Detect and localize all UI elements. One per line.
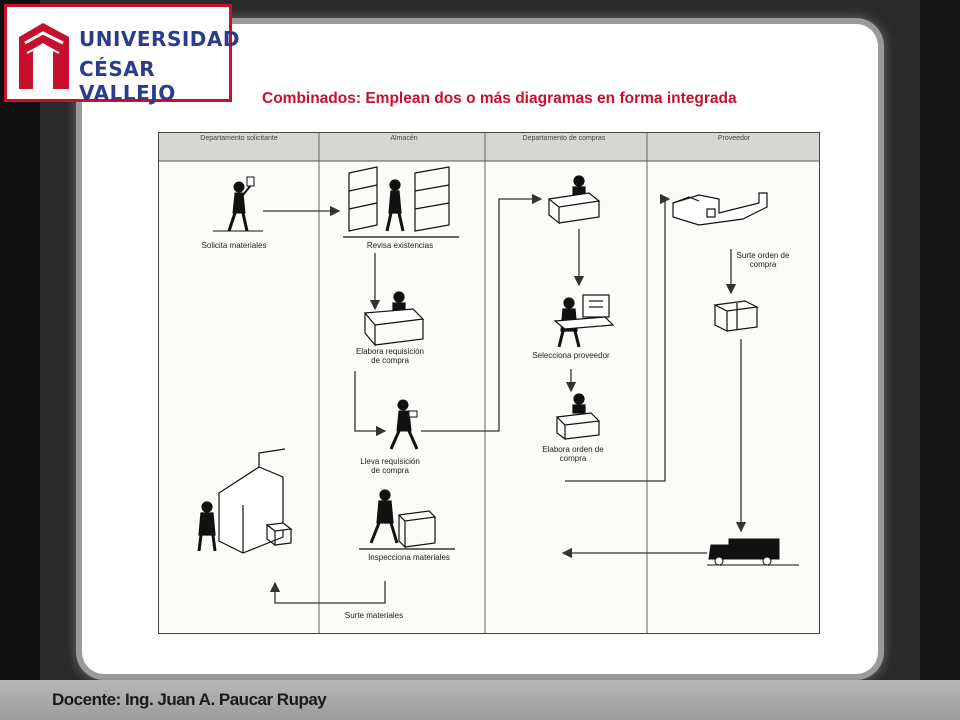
person-request-icon <box>213 177 263 231</box>
lane-header-solicitante: Departamento solicitante <box>200 135 278 142</box>
slide-title: Combinados: Emplean dos o más diagramas en forma integrada <box>262 90 737 107</box>
order-desk-icon <box>557 394 599 439</box>
caption-orden-compra: Elabora orden de compra <box>542 445 604 463</box>
desk-clerk-icon <box>365 292 423 345</box>
purchasing-desk-icon <box>549 176 599 223</box>
computer-clerk-icon <box>555 295 613 347</box>
lane-header-proveedor: Proveedor <box>717 135 751 142</box>
caption-inspecciona: Inspecciona materiales <box>368 553 450 562</box>
logo-line-1: UNIVERSIDAD <box>79 27 240 51</box>
production-machine-icon <box>199 449 291 553</box>
caption-solicita: Solicita materiales <box>201 241 267 250</box>
caption-lleva-requisicion: Lleva requisición de compra <box>360 457 420 475</box>
caption-elabora-requisicion: Elabora requisición de compra <box>355 347 425 365</box>
footer-bar <box>0 680 960 720</box>
person-carrying-icon <box>391 400 417 449</box>
diagram-graphics <box>159 133 819 633</box>
flow-arrows <box>263 199 741 603</box>
inspection-boxes-icon <box>359 490 455 549</box>
supplier-boxes-icon <box>715 301 757 331</box>
right-frame <box>920 0 960 720</box>
lane-header-compras: Departamento de compras <box>522 135 606 142</box>
caption-surte-orden: Surte orden de compra <box>736 251 790 269</box>
university-logo <box>4 4 240 105</box>
caption-revisa: Revisa existencias <box>366 241 434 250</box>
factory-icon <box>673 193 767 225</box>
delivery-truck-icon <box>707 539 799 565</box>
warehouse-shelves-icon <box>343 167 459 237</box>
lane-header-almacen: Almacén <box>390 135 418 142</box>
caption-surte-materiales: Surte materiales <box>344 611 404 620</box>
logo-line-2: CÉSAR VALLEJO <box>79 57 176 105</box>
footer-instructor: Docente: Ing. Juan A. Paucar Rupay <box>52 690 327 709</box>
caption-selecciona: Selecciona proveedor <box>532 351 610 360</box>
logo-emblem-icon <box>9 9 79 101</box>
left-frame <box>0 0 40 720</box>
process-diagram <box>158 132 820 634</box>
